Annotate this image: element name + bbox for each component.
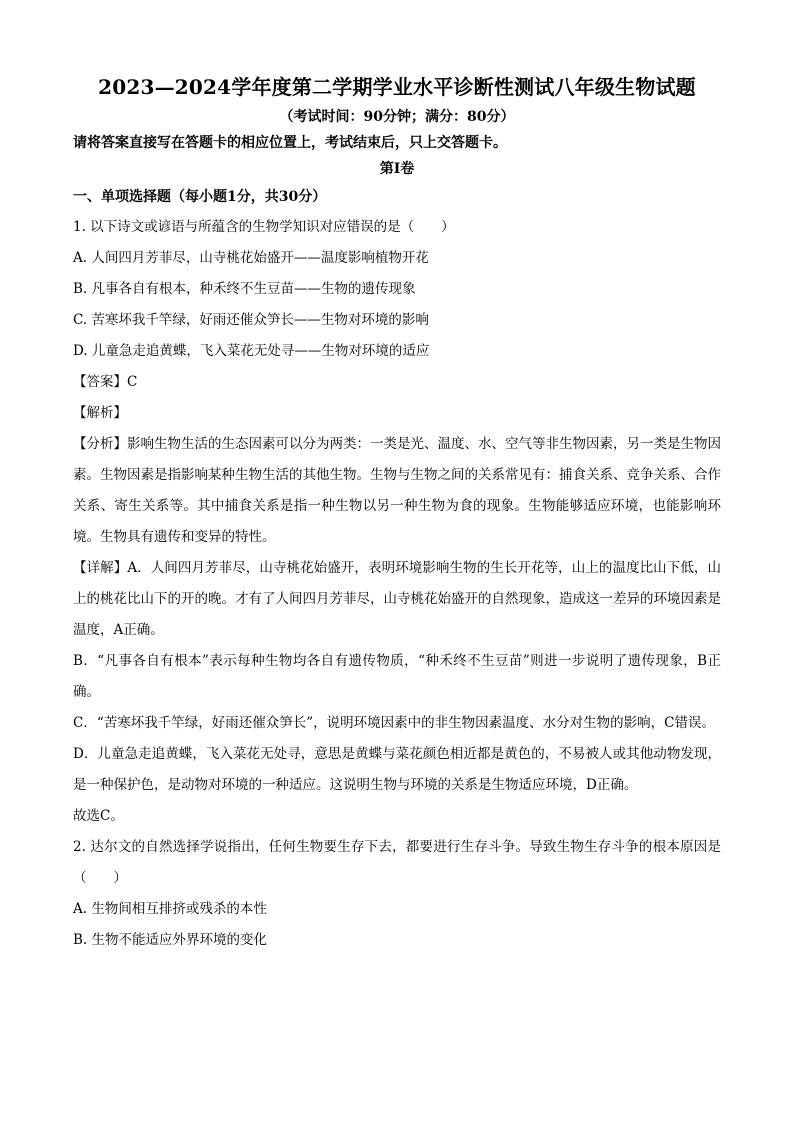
analysis-label: 【解析】 bbox=[73, 405, 127, 421]
exam-notice: 请将答案直接写在答题卡的相应位置上，考试结束后，只上交答题卡。 bbox=[73, 135, 507, 151]
option-a: A. 人间四月芳菲尽，山寺桃花始盛开——温度影响植物开花 bbox=[73, 250, 429, 266]
exam-time-score: （考试时间：90分钟；满分：80分） bbox=[279, 109, 515, 125]
detail-d-paragraph: D．儿童急走追黄蝶，飞入菜花无处寻，意思是黄蝶与菜花颜色相近都是黄色的，不易被人或其他动物发现，是一种保护色，是动物对环境的一种适应。这说明生物与环境的关系是生物适应环境，D正确。 bbox=[73, 746, 721, 793]
question-1 bbox=[73, 212, 721, 832]
analysis-paragraph: 【分析】影响生物生活的生态因素可以分为两类：一类是光、温度、水、空气等非生物因素，另一类是生物因素。生物因素是指影响某种生物生活的其他生物。生物与生物之间的关系常见有：捕食关系、竞争关系、合作关系、寄生关系等。其中捕食关系是指一种生物以另一种生物为食的现象。生物能够适应环境，也能影响环境。生物具有遗传和变异的特性。 bbox=[73, 436, 721, 545]
exam-title: 2023—2024学年度第二学期学业水平诊断性测试八年级生物试题 bbox=[98, 75, 696, 99]
option-a: A. 生物间相互排挤或残杀的本性 bbox=[73, 901, 267, 917]
option-b: B. 凡事各自有根本，种禾终不生豆苗——生物的遗传现象 bbox=[73, 281, 416, 297]
detail-a-paragraph: 【详解】A．人间四月芳菲尽，山寺桃花始盛开，表明环境影响生物的生长开花等，山上的温度比山下低，山上的桃花比山下的开的晚。才有了人间四月芳菲尽，山寺桃花始盛开的自然现象，造成这一差异的环境因素是温度，A正确。 bbox=[73, 560, 721, 638]
option-d: D. 儿童急走追黄蝶，飞入菜花无处寻——生物对环境的适应 bbox=[73, 343, 430, 359]
question-stem: 2. 达尔文的自然选择学说指出，任何生物要生存下去，都要进行生存斗争。导致生物生存斗争的根本原因是（ ） bbox=[73, 839, 721, 886]
option-b: B. 生物不能适应外界环境的变化 bbox=[73, 932, 268, 948]
section-heading: 一、单项选择题（每小题1分，共30分） bbox=[73, 189, 327, 205]
question-stem: 1. 以下诗文或谚语与所蕴含的生物学知识对应错误的是（ ） bbox=[73, 219, 455, 235]
detail-b-paragraph: B．“凡事各自有根本”表示每种生物均各自有遗传物质，“种禾终不生豆苗”则进一步说明了遗传现象，B正确。 bbox=[73, 653, 721, 700]
question-2 bbox=[73, 832, 721, 956]
answer-label: 【答案】C bbox=[73, 374, 138, 390]
conclusion-line: 故选C。 bbox=[73, 808, 124, 824]
volume-heading: 第Ⅰ卷 bbox=[379, 161, 415, 177]
option-c: C. 苦寒坏我千竿绿，好雨还催众笋长——生物对环境的影响 bbox=[73, 312, 429, 328]
detail-c-paragraph: C．“苦寒坏我千竿绿，好雨还催众笋长”，说明环境因素中的非生物因素温度、水分对生物的影响，C错误。 bbox=[73, 715, 715, 731]
